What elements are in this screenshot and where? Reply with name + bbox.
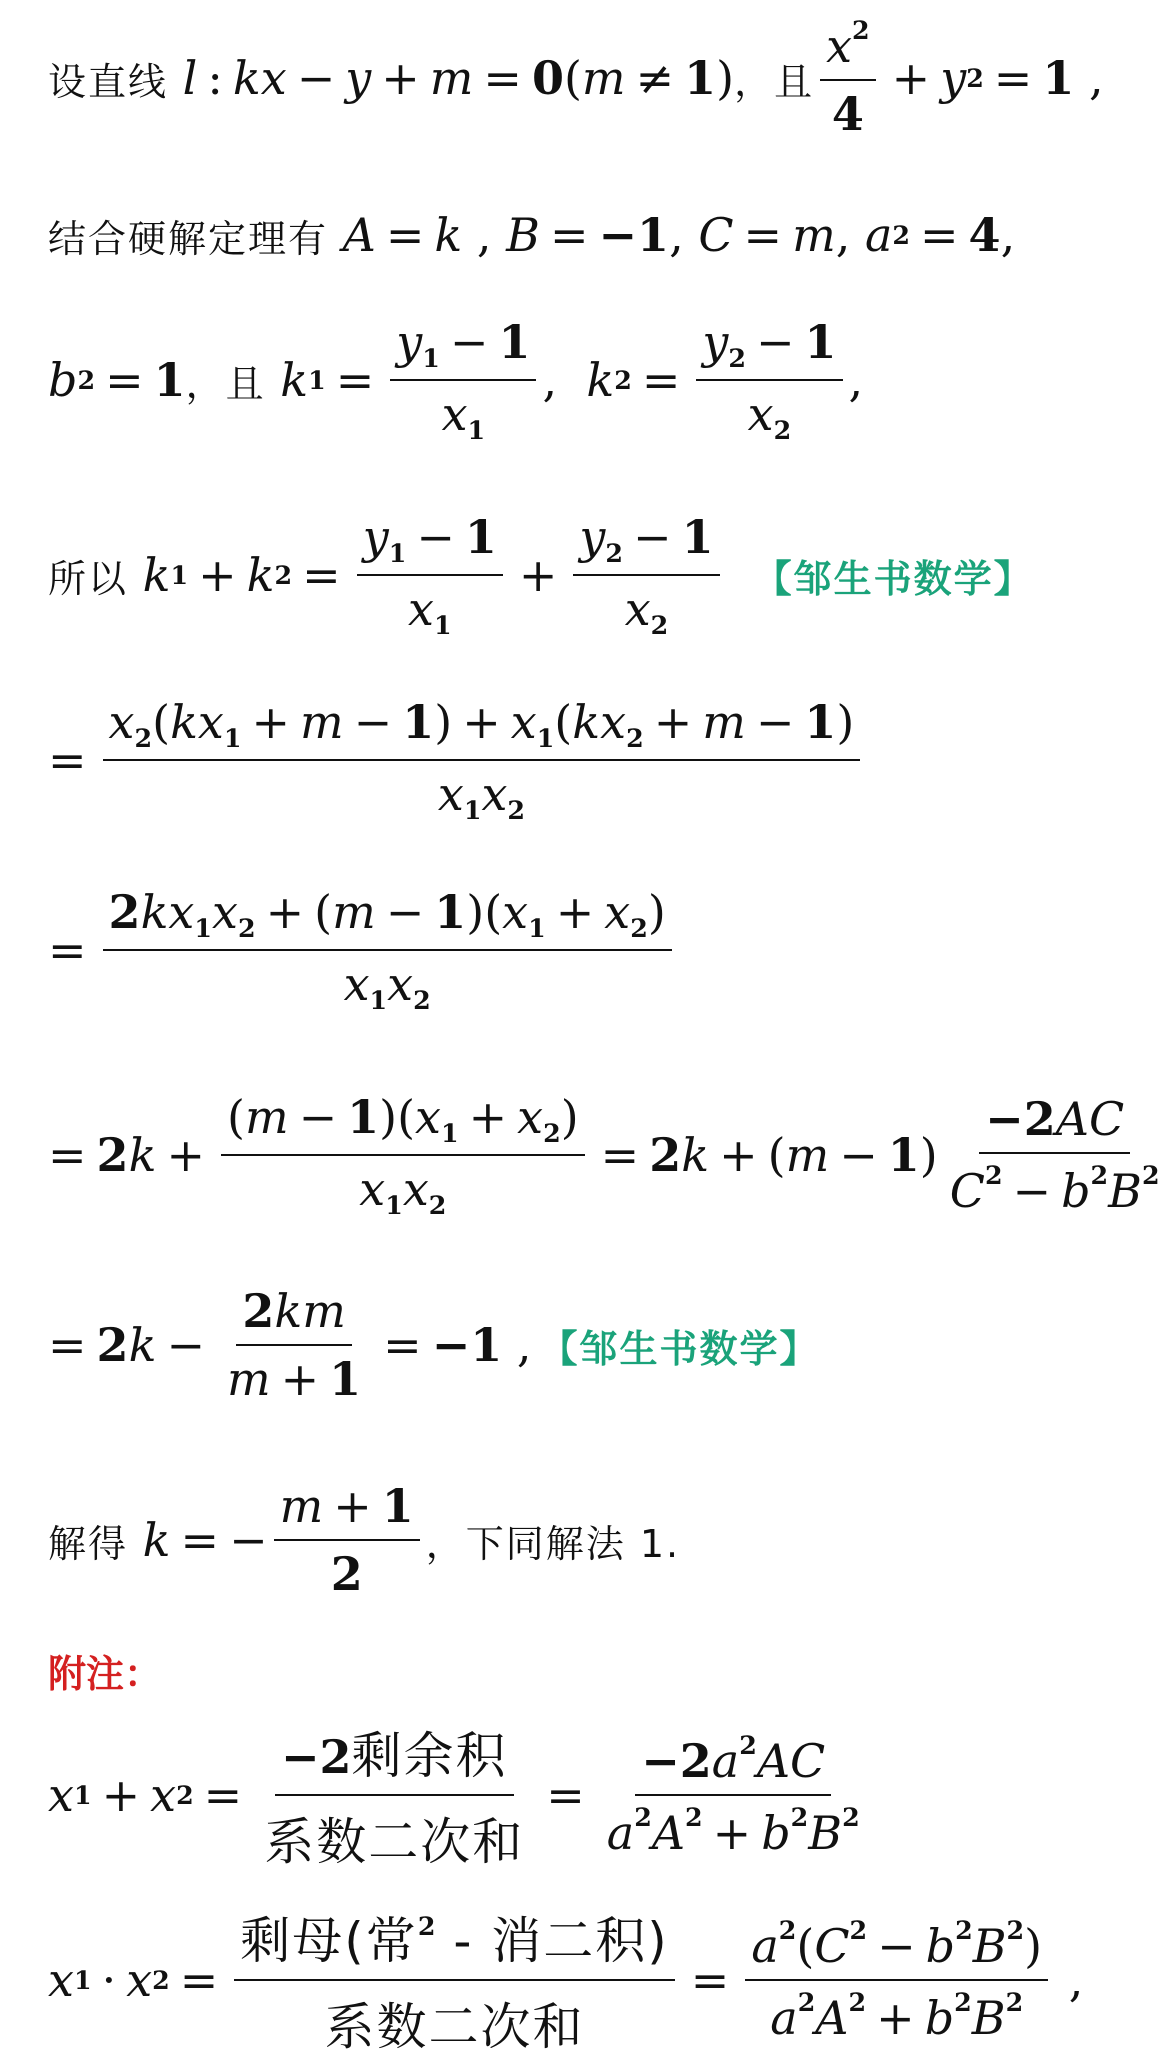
text-remainder-product: 剩余积 xyxy=(351,1727,508,1785)
text-rest-mother: 剩母(常 xyxy=(240,1912,418,1970)
text-and: ，且 xyxy=(734,59,815,104)
fraction-x2-over-4: $\frac{x^2}{4}$ xyxy=(820,15,876,141)
line-8: = 2 k − $\frac{2km}{m + 1}$ = −1 , 【邹生书数学】 xyxy=(48,1284,820,1406)
text-same-method: ，下同解法 1. xyxy=(425,1521,681,1566)
line-3: b 2 = 1 ，且 k 1 = $\frac{y_1 - 1}{x_1}$ , k 2 = $\frac{y_2 - 1}{x_2}$ , xyxy=(48,315,864,445)
fraction-term-1: $\frac{y_1 - 1}{x_1}$ xyxy=(357,510,503,640)
text-coef-sum-2: 系数二次和 xyxy=(324,1998,585,2056)
text-therefore: 所以 xyxy=(48,556,129,601)
text-minus-two-product: - 消二积) xyxy=(435,1912,669,1970)
fraction-product-roots-formula: $\frac{a^2(C^2 - b^2B^2)}{a^2A^2 + b^2B^2}$ xyxy=(745,1915,1048,2045)
line-6: = $\frac{2kx_1x_2 + (m - 1)(x_1 + x_2)}{x_1x_2}$ xyxy=(48,885,678,1015)
fraction-term-2: $\frac{y_2 - 1}{x_2}$ xyxy=(573,510,719,640)
fraction-k-result: $\frac{m + 1}{2}$ xyxy=(274,1479,420,1601)
fraction-sum-roots: $\frac{\text{−2剩余积}}{\text{系数二次和}}$ xyxy=(258,1716,530,1874)
line-9: 解得 k = − $\frac{m + 1}{2}$ ，下同解法 1. xyxy=(48,1479,681,1601)
fraction-k1: $\frac{y_1 - 1}{x_1}$ xyxy=(390,315,536,445)
fraction-k2: $\frac{y_2 - 1}{x_2}$ xyxy=(696,315,842,445)
fraction-step-3: $\frac{(m - 1)(x_1 + x_2)}{x_1x_2}$ xyxy=(221,1090,585,1220)
text-solve: 解得 xyxy=(48,1521,129,1566)
line-5: = $\frac{x_2(kx_1 + m - 1) + x_1(kx_2 + m - 1)}{x_1x_2}$ xyxy=(48,695,866,825)
line-4: 所以 k 1 + k 2 = $\frac{y_1 - 1}{x_1}$ + $\frac{y_2 - 1}{x_2}$ 【邹生书数学】 xyxy=(48,510,1034,640)
fraction-product-roots: $\frac{剩母(常^2 - 消二积)}{\text{系数二次和}}$ xyxy=(234,1901,674,2059)
text-coef-sum: 系数二次和 xyxy=(264,1813,525,1871)
brand-tag-2: 【邹生书数学】 xyxy=(539,1326,820,1371)
line-2: 结合硬解定理有 A = k , B = −1 , C = m , a 2 = 4 , xyxy=(48,208,1016,262)
line-11: x 1 · x 2 = $\frac{剩母(常^2 - 消二积)}{\text{系数二次和}}$ = $\frac{a^2(C^2 - b^2B^2)}{a^2A^2 + b^2B^2}$ , xyxy=(48,1915,1083,2045)
text-and-2: ，且 xyxy=(185,361,266,406)
text-intro: 设直线 xyxy=(48,59,169,104)
text-hard-solution: 结合硬解定理有 xyxy=(48,216,329,261)
line-10: x 1 + x 2 = $\frac{\text{−2剩余积}}{\text{系数二次和}}$ = $\frac{-2a^2AC}{a^2A^2 + b^2B^2}$ xyxy=(48,1725,872,1865)
fraction-step-1: $\frac{x_2(kx_1 + m - 1) + x_1(kx_2 + m - 1)}{x_1x_2}$ xyxy=(103,695,861,825)
line-1: 设直线 l : kx − y + m = 0 ( m ≠ 1 ) ，且 $\frac{x^2}{4}$ + y 2 = 1 , xyxy=(48,15,1104,141)
fraction-step-4: $\frac{2km}{m + 1}$ xyxy=(226,1284,362,1406)
fraction-vieta: $\frac{-2AC}{C^2 - b^2B^2}$ xyxy=(949,1092,1160,1218)
fraction-step-2: $\frac{2kx_1x_2 + (m - 1)(x_1 + x_2)}{x_1x_2}$ xyxy=(103,885,672,1015)
line-7: = 2 k + $\frac{(m - 1)(x_1 + x_2)}{x_1x_2}$ = 2 k + ( m − 1 ) $\frac{-2AC}{C^2 - b^2B^2}$ xyxy=(48,1085,1172,1225)
note-label: 附注： xyxy=(48,1651,163,1696)
note-heading xyxy=(48,1640,162,1700)
brand-tag-1: 【邹生书数学】 xyxy=(753,556,1034,601)
fraction-sum-roots-formula: $\frac{-2a^2AC}{a^2A^2 + b^2B^2}$ xyxy=(606,1730,860,1860)
